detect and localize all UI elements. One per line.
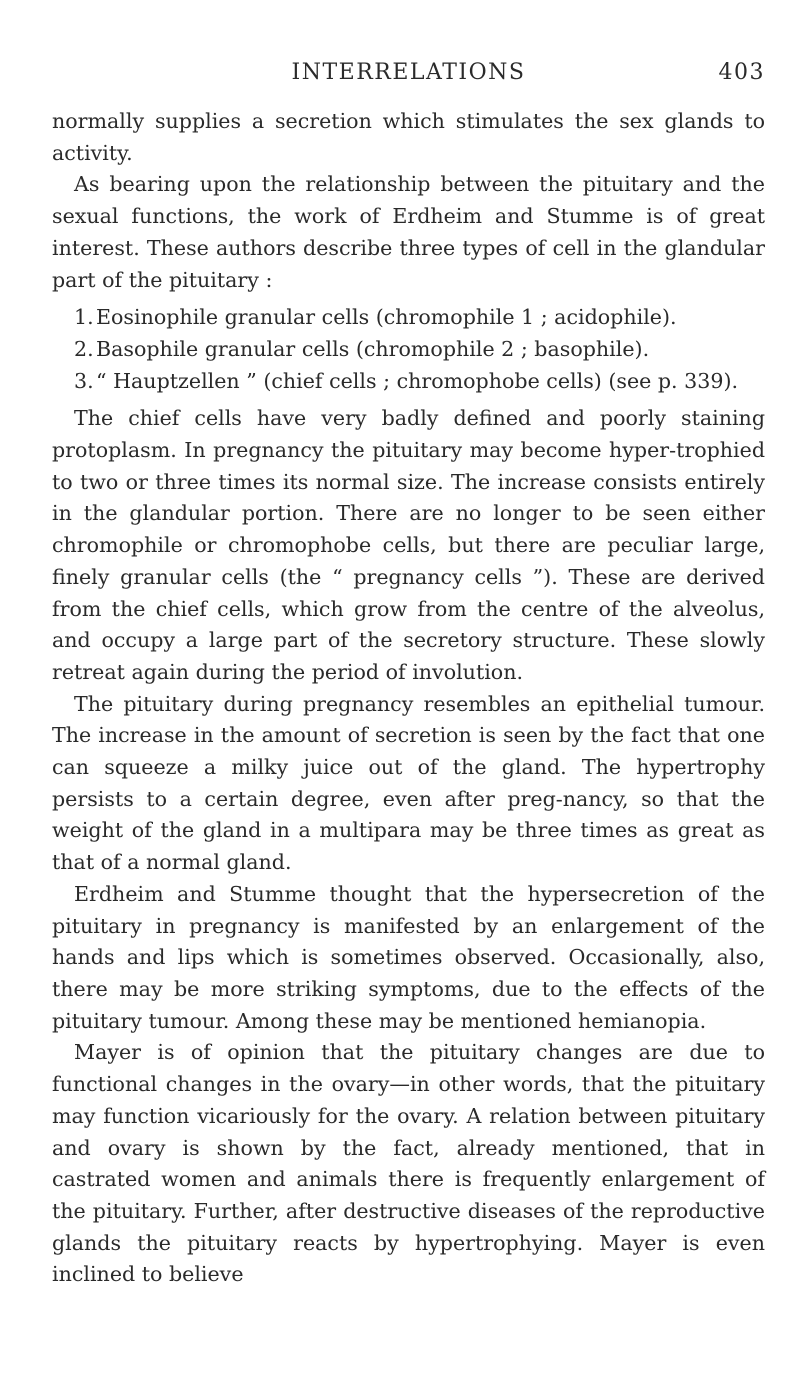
list-item-text: “ Hauptzellen ” (chief cells ; chromophobe cells) (see p. 339). bbox=[96, 368, 739, 393]
paragraph: The pituitary during pregnancy resembles an epithelial tumour. The increase in the amount of secretion is seen by the fact that one can squeeze a milky juice out of the gland. The hypertrophy persists to a certain degree, even after preg-nancy, so that the weight of the gland in a multipara may be three times as great as that of a normal gland. bbox=[52, 691, 765, 875]
body-text bbox=[52, 106, 765, 1291]
running-title: INTERRELATIONS bbox=[291, 60, 526, 85]
list-item-text: Eosinophile granular cells (chromophile 1 ; acidophile). bbox=[96, 305, 677, 330]
list-item-text: Basophile granular cells (chromophile 2 ; basophile). bbox=[96, 336, 650, 361]
running-head bbox=[52, 60, 765, 94]
paragraph: As bearing upon the relationship between the pituitary and the sexual functions, the work of Erdheim and Stumme is of great interest. These authors describe three types of cell in the glandular part of the pituitary : bbox=[52, 172, 765, 292]
paragraph: Erdheim and Stumme thought that the hypersecretion of the pituitary in pregnancy is manifested by an enlargement of the hands and lips which is sometimes observed. Occasionally, also, there may be more striking symptoms, due to the effects of the pituitary tumour. Among these may be mentioned hemianopia. bbox=[52, 881, 765, 1033]
paragraph: Mayer is of opinion that the pituitary changes are due to functional changes in the ovary—in other words, that the pituitary may function vicariously for the ovary. A relation between pituitary and ovary is shown by the fact, already mentioned, that in castrated women and animals there is frequently enlargement of the pituitary. Further, after destructive diseases of the reproductive glands the pituitary reacts by hypertrophying. Mayer is even inclined to believe bbox=[52, 1040, 765, 1287]
cell-types-list bbox=[52, 302, 765, 397]
list-item-number: 1. bbox=[74, 305, 94, 330]
book-page bbox=[52, 60, 765, 1291]
paragraph-continued: normally supplies a secretion which stimulates the sex glands to activity. bbox=[52, 109, 765, 165]
list-item-number: 3. bbox=[74, 368, 94, 393]
list-item bbox=[52, 366, 765, 398]
page-number: 403 bbox=[718, 60, 765, 85]
list-item-number: 2. bbox=[74, 336, 94, 361]
list-item bbox=[52, 334, 765, 366]
paragraph: The chief cells have very badly defined and poorly staining protoplasm. In pregnancy the pituitary may become hyper-trophied to two or three times its normal size. The increase consists entirely in the glandular portion. There are no longer to be seen either chromophile or chromophobe cells, but there are peculiar large, finely granular cells (the “ pregnancy cells ”). These are derived from the chief cells, which grow from the centre of the alveolus, and occupy a large part of the secretory structure. These slowly retreat again during the period of involution. bbox=[52, 406, 765, 684]
list-item bbox=[52, 302, 765, 334]
